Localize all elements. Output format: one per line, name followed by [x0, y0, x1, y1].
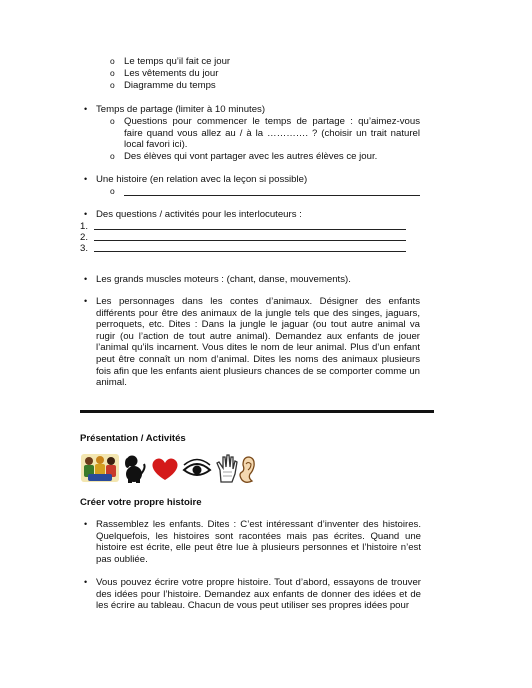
sublist-marker: o — [110, 80, 115, 90]
question-blank-line — [94, 251, 406, 252]
sharing-label: Temps de partage (limiter à 10 minutes) — [96, 104, 266, 115]
question-number: 3. — [80, 243, 89, 254]
animals-paragraph: Les personnages dans les contes d’animaux. Désigner des enfants différents pour être des animaux de la jungle tels que des singes, jaguars, perroquets, etc. Dites : Dans la jungle le jaguar (ou tout autre animal va rugir (ou l’action de tout autre animal). Demandez aux enfants de jouer l’animal qu’ils incarnent. Vous dites le nom de leur animal. Plus d’un enfant peut être connaît un nom d’animal. Dites les noms des animaux plusieurs fois afin que les enfants aient plusieurs chances de se comporter comme un animal. — [96, 296, 420, 389]
questions-label: Des questions / activités pour les interlocuteurs : — [96, 209, 302, 220]
presentation-heading: Présentation / Activités — [80, 433, 186, 444]
sublist-marker: o — [110, 56, 115, 66]
question-number: 2. — [80, 232, 89, 243]
sublist-marker: o — [110, 68, 115, 78]
sublist-item-clothes: Les vêtements du jour — [124, 68, 219, 79]
question-blank-line — [94, 240, 406, 241]
bullet: • — [84, 274, 88, 284]
story-section-heading: Créer votre propre histoire — [80, 497, 202, 508]
eye-icon — [184, 460, 210, 476]
sublist-item-diagram: Diagramme du temps — [124, 80, 216, 91]
sharing-question-1: Questions pour commencer le temps de partage : qu’aimez-vous faire quand vous allez au / à la …………. ? (choisir un trait naturel local favori ici). — [124, 116, 420, 151]
question-blank-line — [94, 229, 406, 230]
bullet: • — [84, 577, 88, 587]
bullet: • — [84, 519, 88, 529]
story-label: Une histoire (en relation avec la leçon si possible) — [96, 174, 308, 185]
sublist-marker: o — [110, 116, 115, 126]
story-blank-line — [124, 195, 420, 196]
bullet: • — [84, 209, 88, 219]
hand-icon — [217, 455, 237, 482]
section-divider — [80, 410, 434, 413]
bullet: • — [84, 104, 88, 114]
question-number: 1. — [80, 221, 89, 232]
sublist-marker: o — [110, 186, 115, 196]
ear-icon — [240, 457, 254, 482]
story-paragraph-1: Rassemblez les enfants. Dites : C’est intéressant d’inventer des histoires. Quelquefois, les histoires sont racontées mais pas écrites. Quand une histoire est écrite, elle peut être lue à plusieurs personnes et l’histoire n’est pas oubliée. — [96, 519, 421, 565]
children-group-icon — [81, 454, 119, 482]
heart-icon — [152, 459, 177, 480]
senses-icon-row — [80, 452, 255, 484]
bullet: • — [84, 296, 88, 306]
sublist-marker: o — [110, 151, 115, 161]
story-paragraph-2: Vous pouvez écrire votre propre histoire. Tout d’abord, essayons de trouver des idées pour l’histoire. Demandez aux enfants de donner des idées et de les écrire au tableau. Chacun de vous peut utiliser ses propres idées pour — [96, 577, 421, 612]
gross-motor-item: Les grands muscles moteurs : (chant, danse, mouvements). — [96, 274, 351, 285]
dog-icon — [125, 456, 145, 484]
sublist-item-weather: Le temps qu’il fait ce jour — [124, 56, 231, 67]
bullet: • — [84, 174, 88, 184]
sharing-question-2: Des élèves qui vont partager avec les autres élèves ce jour. — [124, 151, 378, 162]
